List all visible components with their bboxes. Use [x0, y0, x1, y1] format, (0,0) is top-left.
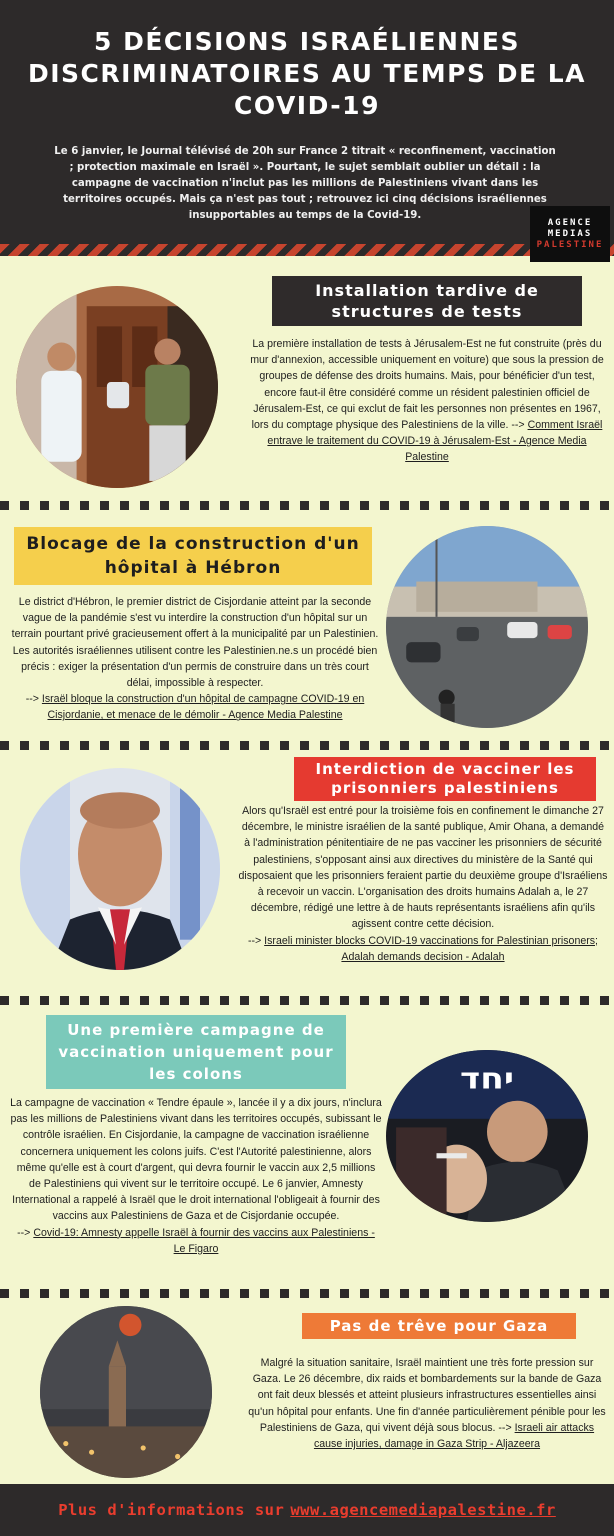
section-separator — [0, 996, 614, 1005]
section-4-heading: Une première campagne de vaccination uniquement pour les colons — [46, 1015, 346, 1089]
gaza-night-photo — [40, 1306, 212, 1478]
section-5-link[interactable]: Israeli air attacks cause injuries, damage in Gaza Strip - Aljazeera — [313, 1421, 595, 1451]
section-5-body: Malgré la situation sanitaire, Israël maintient une très forte pression sur Gaza. Le 26 décembre, dix raids et bombardements sur la bande de Gaza ont fait deux blessés et atteint plusieurs infrastructures essentielles ainsi qu'un hôpital pour enfants. Une fin d'année particulièrement pénible pour les Palestiniens de Gaza, qui vivent déjà sous blocus. --> Israeli air attacks cause injuries, damage in Gaza Strip - Aljazeera — [248, 1357, 606, 1451]
section-1-body: La première installation de tests à Jérusalem-Est ne fut construite (près du mur d'annexion, accessible uniquement en voiture) que sous la pression de groupes de défense des droits humains. Mais, pour bénéficier d'un test, encore faut-il être considéré comme un résident palestinien officiel de Jérusalem-Est, ce qui exclut de fait les personnes non présentes en 1967, lors du comptage physique des Palestiniens de la ville. --> Comment Israël entrave le traitement du COVID-19 à Jérusalem-Est - Agence Media Palestine — [250, 338, 604, 464]
section-2-link[interactable]: Israël bloque la construction d'un hôpital de campagne COVID-19 en Cisjordanie, et menace de le démolir - Agence Media Palestine — [41, 693, 365, 722]
hebron-road-photo — [386, 526, 588, 728]
testing-photo — [16, 286, 218, 488]
section-separator — [0, 741, 614, 750]
section-3-body: Alors qu'Israël est entré pour la troisième fois en confinement le dimanche 27 décembre, le ministre israélien de la santé publique, Amir Ohana, a demandé à l'administration pénitentiaire de ne pas vacciner les prisonniers de sécurité palestiniens, s'opposant ainsi aux directives du ministère de la Santé qui disposaient que les prisonniers feraient partie du deuxième groupe d'Israéliens à recevoir un vaccin. L'organisation des droits humains Adalah a, le 27 décembre, rédigé une lettre à de hauts représentants israéliens afin qu'ils agissent contre cette décision. --> Israeli minister blocks COVID-19 vaccinations for Palestinian prisoners; Adalah demands decision - Adalah — [238, 805, 608, 963]
section-4-link[interactable]: Covid-19: Amnesty appelle Israël à fournir des vaccins aux Palestiniens - Le Figaro — [33, 1226, 375, 1255]
intro-text: Le 6 janvier, le Journal télévisé de 20h sur France 2 titrait « reconfinement, vaccination ; protection maximale en Israël ». Pourtant, le sujet semblait oublier un détail : la campagne de vaccination n'inclut pas les millions de Palestiniens vivant dans les territoires occupés. Mais ça n'est pas tout ; retrouvez ici cinq décisions israéliennes insupportables au temps de la Covid-19. — [54, 146, 556, 221]
footer — [0, 1484, 614, 1536]
svg-text:יחד: יחד — [460, 1061, 514, 1097]
footer-website-link[interactable]: www.agencemediapalestine.fr — [290, 1501, 556, 1519]
section-separator — [0, 1289, 614, 1298]
header — [0, 0, 614, 244]
hazard-stripe — [0, 244, 614, 256]
section-1-heading: Installation tardive de structures de tests — [272, 276, 582, 326]
section-2-body: Le district d'Hébron, le premier district de Cisjordanie atteint par la seconde vague de la pandémie s'est vu interdire la construction d'un hôpital sur un terrain pourtant privé gracieusement offert à la municipalité par un Palestinien. Les autorités israéliennes utilisent contre les Palestinien.ne.s un procédé bien précis : exiger la présentation d'un permis de construire dans un très court délai, impossible à respecter. --> Israël bloque la construction d'un hôpital de campagne COVID-19 en Cisjordanie, et menace de le démolir - Agence Media Palestine — [11, 596, 379, 722]
page-title: 5 DÉCISIONS ISRAÉLIENNES DISCRIMINATOIRES AU TEMPS DE LA COVID-19 — [27, 27, 587, 120]
section-3-link[interactable]: Israeli minister blocks COVID-19 vaccinations for Palestinian prisoners; Adalah demands decision - Adalah — [264, 934, 599, 963]
section-3-heading: Interdiction de vacciner les prisonniers palestiniens — [294, 757, 596, 801]
section-separator — [0, 501, 614, 510]
amir-ohana-photo — [20, 768, 220, 970]
section-5-heading: Pas de trêve pour Gaza — [302, 1313, 576, 1339]
agence-media-palestine-logo: AGENCE MEDIAS PALESTINE — [530, 206, 610, 262]
footer-text: Plus d'informations sur — [58, 1501, 285, 1519]
section-1-link[interactable]: Comment Israël entrave le traitement du COVID-19 à Jérusalem-Est - Agence Media Palestine — [267, 419, 603, 464]
section-2-heading: Blocage de la construction d'un hôpital à Hébron — [14, 527, 372, 585]
section-4-body: La campagne de vaccination « Tendre épaule », lancée il y a dix jours, n'inclura pas les millions de Palestiniens vivant dans les territoires occupés, subissant le contrôle israélien. En Cisjordanie, la campagne de vaccination israélienne concernera uniquement les colons juifs. C'est l'Autorité palestinienne, alors même qu'elle est à court d'argent, qui devra fournir le vaccin aux 2,5 millions de Palestiniens qui vivent sur le territoire occupé. Le 6 janvier, Amnesty International a rappelé à Israël que le droit international l'obligeait à fournir des vaccins aux Palestiniens de Gaza et de Cisjordanie occupée. --> Covid-19: Amnesty appelle Israël à fournir des vaccins aux Palestiniens - Le Figaro — [10, 1097, 382, 1255]
vaccination-photo — [386, 1050, 588, 1222]
